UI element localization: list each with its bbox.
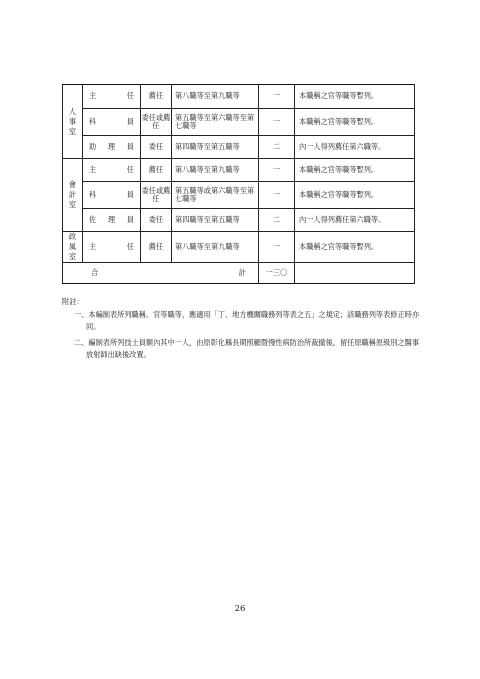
unit-cell: 會計室 xyxy=(63,159,83,232)
unit-cell: 人事室 xyxy=(63,85,83,159)
count-cell: 一 xyxy=(259,159,295,182)
count-cell: 一 xyxy=(259,109,295,136)
unit-cell: 政風室 xyxy=(63,232,83,263)
notes-heading: 附註： xyxy=(62,297,84,306)
grade-cell: 第四職等至第五職等 xyxy=(172,209,259,232)
count-cell: 二 xyxy=(259,209,295,232)
notes-section xyxy=(62,296,422,365)
note-cell: 內一人得列薦任第六職等。 xyxy=(295,136,415,159)
table-row xyxy=(63,85,415,109)
title-cell: 助理員 xyxy=(83,136,141,159)
table-row xyxy=(63,109,415,136)
note-cell: 內一人得列薦任第六職等。 xyxy=(295,209,415,232)
note-cell: 本職稱之官等職等暫列。 xyxy=(295,159,415,182)
title-cell: 主任 xyxy=(83,159,141,182)
note-item: 二、編制表所列技士員額內其中一人，由原彰化縣長期照顧暨慢性病防治所裁撤後，留任原職稱原級別之醫事放射師出缺後改置。 xyxy=(74,338,420,359)
title-cell: 主任 xyxy=(83,232,141,263)
total-note-cell xyxy=(295,263,415,284)
title-cell: 科員 xyxy=(83,182,141,209)
total-value: 一三〇 xyxy=(259,263,295,284)
rank-cell: 委任或薦任 xyxy=(141,109,172,136)
rank-cell: 委任或薦任 xyxy=(141,182,172,209)
total-row xyxy=(63,263,415,284)
title-cell: 佐理員 xyxy=(83,209,141,232)
staffing-table xyxy=(62,84,415,284)
grade-cell: 第八職等至第九職等 xyxy=(172,85,259,109)
rank-cell: 委任 xyxy=(141,136,172,159)
note-cell: 本職稱之官等職等暫列。 xyxy=(295,232,415,263)
grade-cell: 第八職等至第九職等 xyxy=(172,159,259,182)
note-item: 一、本編制表所列職稱、官等職等，應適用「丁、地方機關職務列等表之五」之規定；該職務列等表修正時亦同。 xyxy=(74,310,420,331)
page-number: 26 xyxy=(234,604,246,614)
title-cell: 主任 xyxy=(83,85,141,109)
total-label: 合計 xyxy=(63,263,259,284)
rank-cell: 薦任 xyxy=(141,232,172,263)
table-row xyxy=(63,209,415,232)
rank-cell: 薦任 xyxy=(141,159,172,182)
count-cell: 一 xyxy=(259,232,295,263)
rank-cell: 薦任 xyxy=(141,85,172,109)
note-cell: 本職稱之官等職等暫列。 xyxy=(295,85,415,109)
title-cell: 科員 xyxy=(83,109,141,136)
rank-cell: 委任 xyxy=(141,209,172,232)
count-cell: 一 xyxy=(259,182,295,209)
table-row xyxy=(63,182,415,209)
table-row xyxy=(63,159,415,182)
grade-cell: 第五職等或第六職等至第七職等 xyxy=(172,182,259,209)
count-cell: 二 xyxy=(259,136,295,159)
table-row xyxy=(63,232,415,263)
table-row xyxy=(63,136,415,159)
note-cell: 本職稱之官等職等暫列。 xyxy=(295,109,415,136)
count-cell: 一 xyxy=(259,85,295,109)
grade-cell: 第四職等至第五職等 xyxy=(172,136,259,159)
note-cell: 本職稱之官等職等暫列。 xyxy=(295,182,415,209)
grade-cell: 第八職等至第九職等 xyxy=(172,232,259,263)
grade-cell: 第五職等至第六職等至第七職等 xyxy=(172,109,259,136)
